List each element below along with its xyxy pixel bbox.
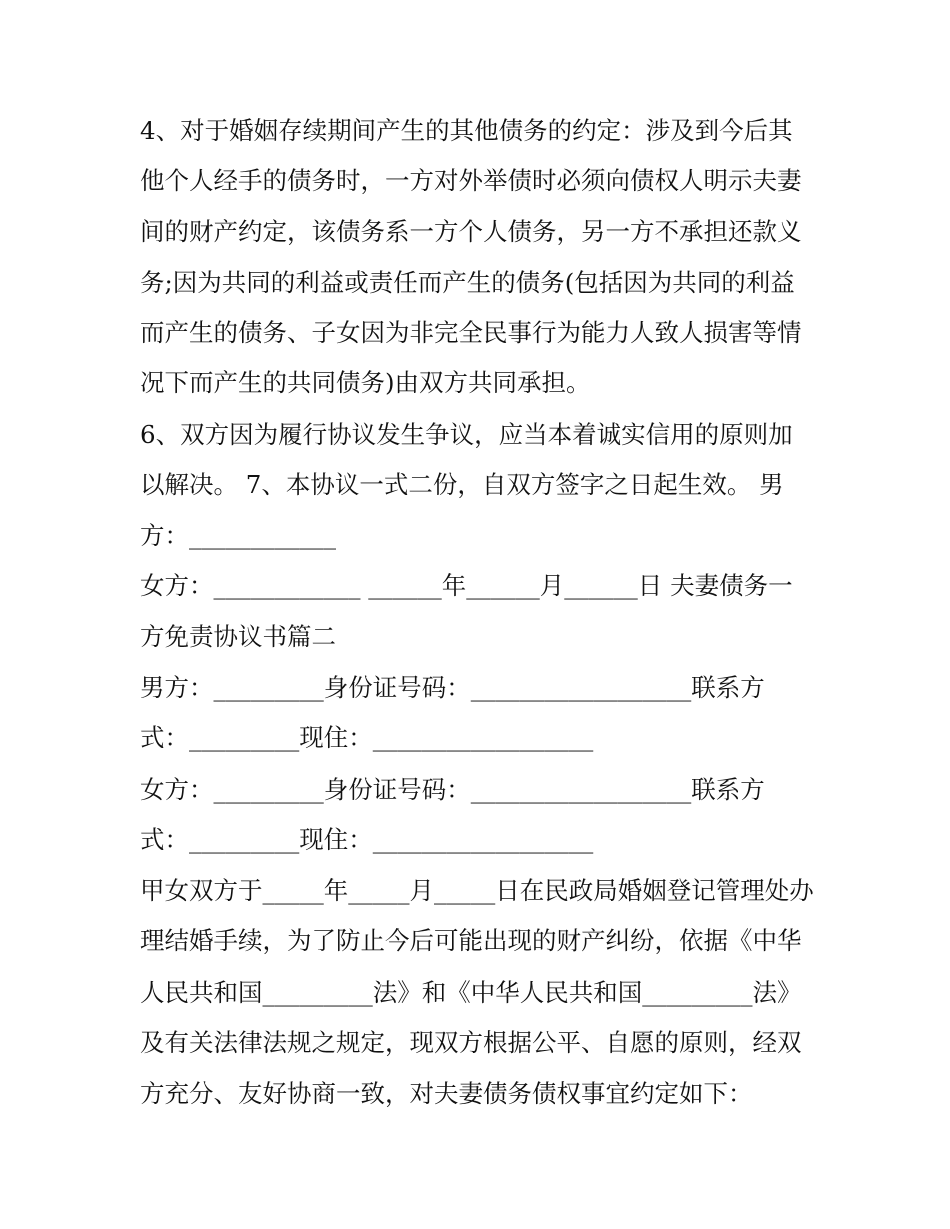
text-line-20: 方充分、友好协商一致，对夫妻债务债权事宜约定如下： [140, 1079, 753, 1108]
male-contact-line: 式：_________现住：__________________ [140, 723, 594, 752]
female-contact-line: 式：_________现住：__________________ [140, 825, 594, 854]
signature-line-male: 方：____________ [140, 521, 336, 550]
text-line-1: 4、对于婚姻存续期间产生的其他债务的约定：涉及到今后其 [140, 116, 793, 145]
text-line-5: 而产生的债务、子女因为非完全民事行为能力人致人损害等情 [140, 318, 802, 347]
signature-line-female-date: 女方：____________ ______年______月______日 夫妻债务一 [140, 571, 793, 600]
text-line-7: 6、双方因为履行协议发生争议，应当本着诚实信用的原则加 [140, 420, 793, 449]
text-line-18: 人民共和国_________法》和《中华人民共和国_________法》 [140, 978, 802, 1007]
female-info-line: 女方：_________身份证号码：__________________联系方 [140, 775, 765, 804]
text-line-17: 理结婚手续，为了防止今后可能出现的财产纠纷，依据《中华 [140, 926, 802, 955]
male-info-line: 男方：_________身份证号码：__________________联系方 [140, 673, 765, 702]
text-line-16: 甲女双方于_____年_____月_____日在民政局婚姻登记管理处办 [140, 876, 814, 905]
section-title: 方免责协议书篇二 [140, 622, 336, 651]
text-line-4: 务;因为共同的利益或责任而产生的债务(包括因为共同的利益 [140, 268, 795, 297]
text-line-6: 况下而产生的共同债务)由双方共同承担。 [140, 368, 591, 397]
text-line-3: 间的财产约定，该债务系一方个人债务，另一方不承担还款义 [140, 217, 802, 246]
text-line-2: 他个人经手的债务时，一方对外举债时必须向债权人明示夫妻 [140, 166, 802, 195]
text-line-19: 及有关法律法规之规定，现双方根据公平、自愿的原则，经双 [140, 1028, 802, 1057]
text-line-8: 以解决。 7、本协议一式二份，自双方签字之日起生效。 男 [140, 470, 784, 499]
